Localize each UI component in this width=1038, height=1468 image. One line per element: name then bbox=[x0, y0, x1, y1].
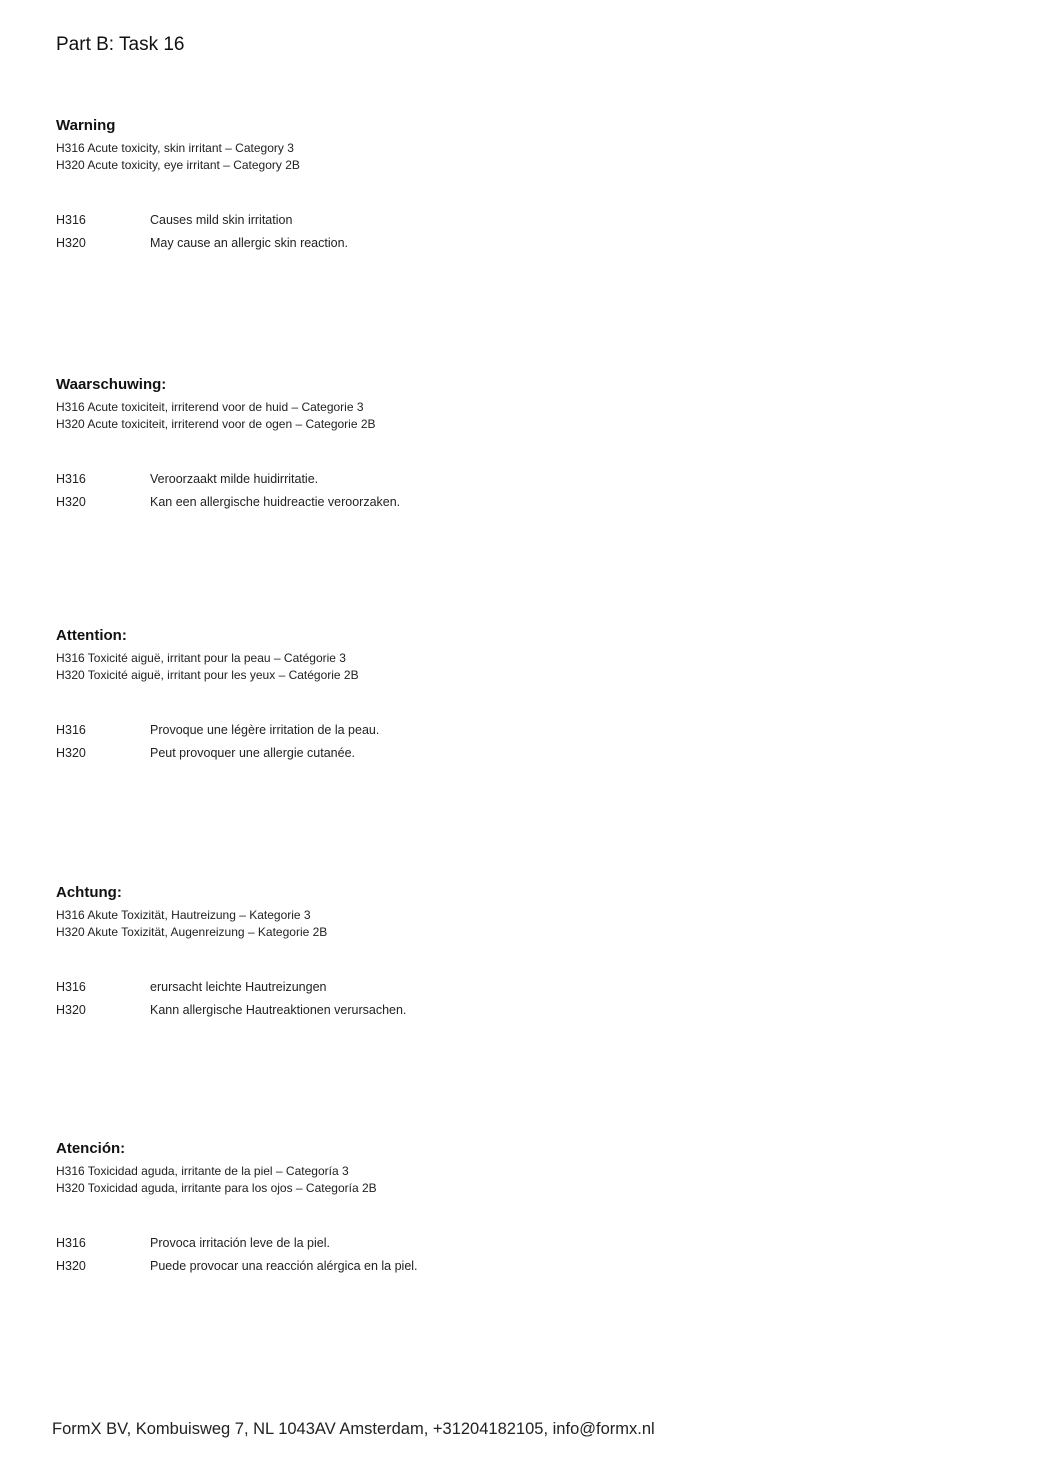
statement-list bbox=[56, 471, 756, 510]
statement-row bbox=[56, 745, 756, 761]
statement-list bbox=[56, 1235, 756, 1274]
statement-text: Veroorzaakt milde huidirritatie. bbox=[150, 472, 319, 486]
statement-list bbox=[56, 212, 756, 251]
statement-text: Provoque une légère irritation de la peau. bbox=[150, 723, 380, 737]
section-german bbox=[56, 883, 756, 1025]
section-heading: Achtung: bbox=[56, 884, 122, 901]
section-heading: Warning bbox=[56, 117, 116, 134]
statement-row bbox=[56, 1258, 756, 1274]
statement-code: H320 bbox=[56, 1259, 86, 1273]
statement-row bbox=[56, 1002, 756, 1018]
hazard-line: H320 Toxicidad aguda, irritante para los ojos – Categoría 2B bbox=[56, 1181, 377, 1195]
hazard-line: H316 Acute toxiciteit, irriterend voor de huid – Categorie 3 bbox=[56, 400, 364, 414]
statement-text: Kan een allergische huidreactie veroorzaken. bbox=[150, 495, 401, 509]
section-french bbox=[56, 626, 756, 768]
statement-code: H320 bbox=[56, 746, 86, 760]
page-title: Part B: Task 16 bbox=[56, 34, 185, 55]
section-spanish bbox=[56, 1139, 756, 1281]
statement-list bbox=[56, 979, 756, 1018]
statement-text: May cause an allergic skin reaction. bbox=[150, 236, 349, 250]
statement-text: Provoca irritación leve de la piel. bbox=[150, 1236, 330, 1250]
statement-code: H316 bbox=[56, 472, 86, 486]
statement-row bbox=[56, 212, 756, 228]
statement-text: erursacht leichte Hautreizungen bbox=[150, 980, 327, 994]
statement-text: Kann allergische Hautreaktionen verursachen. bbox=[150, 1003, 407, 1017]
section-english bbox=[56, 116, 756, 258]
statement-row bbox=[56, 235, 756, 251]
hazard-line: H320 Acute toxicity, eye irritant – Category 2B bbox=[56, 158, 300, 172]
hazard-line: H316 Toxicidad aguda, irritante de la piel – Categoría 3 bbox=[56, 1164, 349, 1178]
hazard-line: H316 Toxicité aiguë, irritant pour la peau – Catégorie 3 bbox=[56, 651, 346, 665]
statement-code: H316 bbox=[56, 1236, 86, 1250]
statement-code: H316 bbox=[56, 213, 86, 227]
statement-code: H316 bbox=[56, 980, 86, 994]
statement-code: H320 bbox=[56, 1003, 86, 1017]
hazard-line: H320 Akute Toxizität, Augenreizung – Kategorie 2B bbox=[56, 925, 328, 939]
hazard-line: H320 Toxicité aiguë, irritant pour les yeux – Catégorie 2B bbox=[56, 668, 359, 682]
statement-row bbox=[56, 1235, 756, 1251]
hazard-line: H316 Akute Toxizität, Hautreizung – Kategorie 3 bbox=[56, 908, 311, 922]
section-dutch bbox=[56, 375, 756, 517]
section-heading: Waarschuwing: bbox=[56, 376, 167, 393]
section-heading: Atención: bbox=[56, 1140, 126, 1157]
statement-list bbox=[56, 722, 756, 761]
statement-text: Puede provocar una reacción alérgica en la piel. bbox=[150, 1259, 418, 1273]
statement-code: H316 bbox=[56, 723, 86, 737]
statement-text: Causes mild skin irritation bbox=[150, 213, 293, 227]
statement-code: H320 bbox=[56, 236, 86, 250]
hazard-line: H320 Acute toxiciteit, irriterend voor de ogen – Categorie 2B bbox=[56, 417, 376, 431]
statement-row bbox=[56, 979, 756, 995]
section-heading: Attention: bbox=[56, 627, 127, 644]
statement-row bbox=[56, 722, 756, 738]
footer-contact: FormX BV, Kombuisweg 7, NL 1043AV Amsterdam, +31204182105, info@formx.nl bbox=[52, 1420, 655, 1438]
statement-code: H320 bbox=[56, 495, 86, 509]
hazard-line: H316 Acute toxicity, skin irritant – Category 3 bbox=[56, 141, 294, 155]
statement-text: Peut provoquer une allergie cutanée. bbox=[150, 746, 356, 760]
statement-row bbox=[56, 494, 756, 510]
statement-row bbox=[56, 471, 756, 487]
